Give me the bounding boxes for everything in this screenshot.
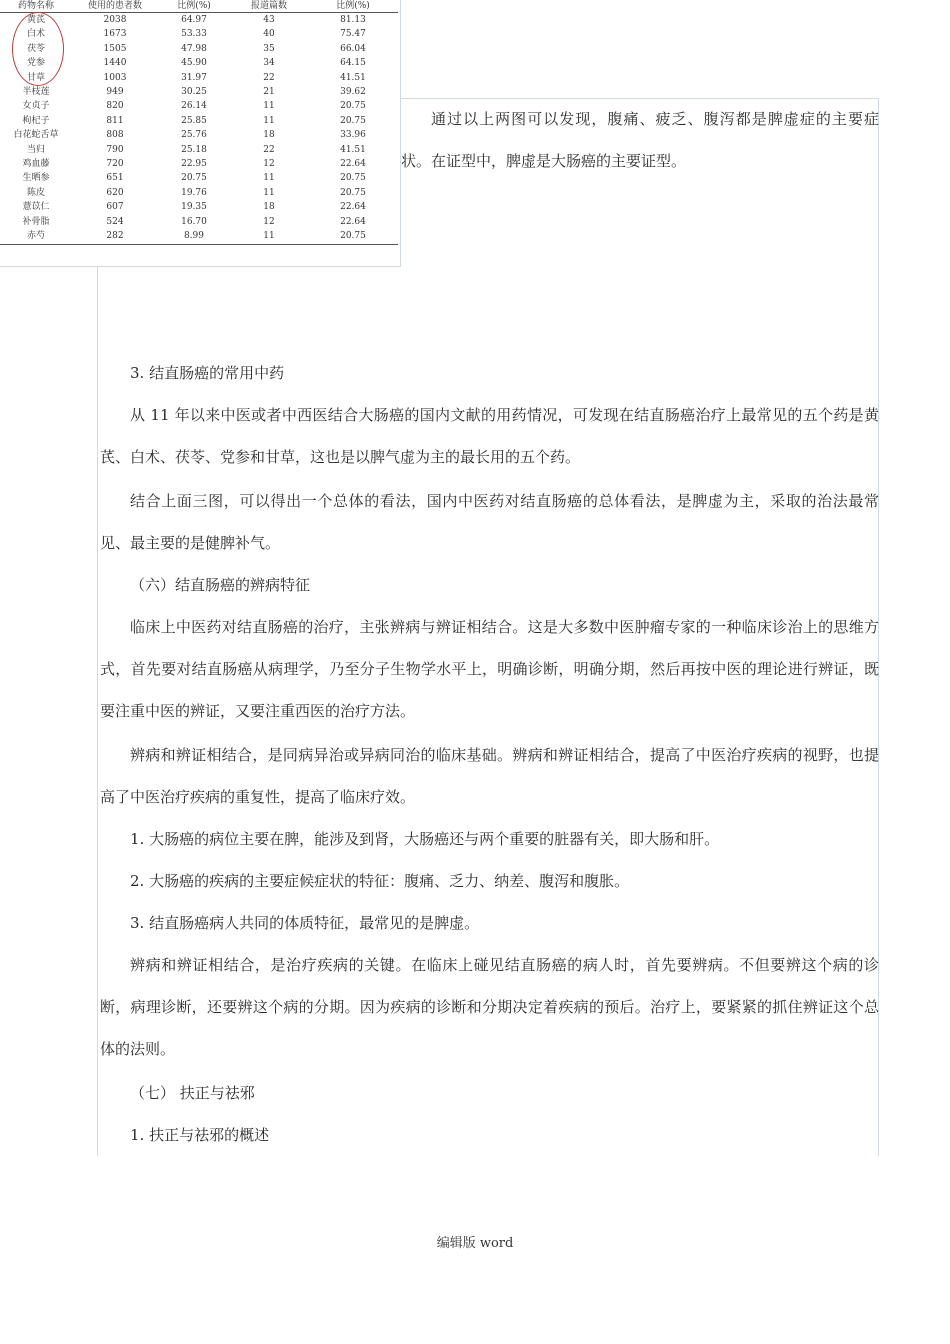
table-cell: 22: [263, 144, 275, 155]
table-cell: 30.25: [181, 87, 207, 98]
table-cell: 43: [263, 15, 275, 25]
table-header-row: [0, 0, 398, 13]
table-row: [0, 171, 398, 185]
paragraph-common-herbs: 从 11 年以来中医或者中西医结合大肠癌的国内文献的用药情况，可发现在结直肠癌治疗上最常见的五个药是黄芪、白术、茯苓、党参和甘草，这也是以脾气虚为主的最长用的五个药。: [100, 406, 879, 466]
table-cell: 20.75: [340, 187, 366, 198]
herb-usage-table-image: [0, 0, 401, 267]
table-cell: 22.95: [181, 159, 207, 170]
table-cell: 22.64: [340, 159, 366, 170]
paragraph-overall-view: 结合上面三图，可以得出一个总体的看法，国内中医药对结直肠癌的总体看法，是脾虚为主，采取的治法最常见、最主要的是健脾补气。: [100, 492, 879, 552]
table-cell: 女贞子: [22, 101, 50, 112]
table-cell: 20.75: [340, 173, 366, 184]
table-cell: 75.47: [340, 29, 366, 40]
table-row: [0, 229, 398, 244]
table-cell: 31.97: [181, 72, 207, 83]
herb-usage-table: [0, 0, 398, 245]
paragraph-clinical-approach: 临床上中医药对结直肠癌的治疗，主张辨病与辨证相结合。这是大多数中医肿瘤专家的一种临床诊治上的思维方式，首先要对结直肠癌从病理学，乃至分子生物学水平上，明确诊断，明确分期，然后再按中医的理论进行辨证，既要注重中医的辨证，又要注重西医的治疗方法。: [100, 618, 879, 720]
table-cell: 808: [106, 130, 124, 141]
table-cell: 甘草: [26, 72, 45, 83]
table-cell: 607: [106, 202, 124, 213]
table-cell: 620: [106, 187, 124, 198]
table-cell: 枸杞子: [22, 115, 50, 126]
table-cell: 11: [230, 229, 308, 244]
table-cell: 35: [263, 43, 275, 54]
table-cell: 11: [263, 101, 275, 112]
table-cell: 20.75: [340, 101, 366, 112]
subsection-heading-overview: 1. 扶正与祛邪的概述: [130, 1126, 270, 1144]
table-cell: 45.90: [181, 58, 207, 69]
table-cell: 20.75: [308, 229, 398, 244]
table-cell: 鸡血藤: [22, 159, 50, 170]
table-cell: 茯苓: [26, 43, 45, 54]
table-cell: 820: [106, 101, 124, 112]
table-cell: 1505: [103, 43, 127, 54]
table-row: [0, 114, 398, 128]
list-item-3: 3. 结直肠癌病人共同的体质特征，最常见的是脾虚。: [130, 914, 480, 932]
table-row: [0, 200, 398, 214]
table-cell: 25.18: [181, 144, 207, 155]
table-cell: 47.98: [181, 43, 207, 54]
table-cell: 补骨脂: [22, 216, 50, 227]
table-cell: 64.15: [340, 58, 366, 69]
table-cell: 黄芪: [26, 15, 45, 25]
table-cell: 20.75: [340, 115, 366, 126]
table-cell: 22: [263, 72, 275, 83]
table-cell: 33.96: [340, 130, 366, 141]
table-row: [0, 186, 398, 200]
table-cell: 26.14: [181, 101, 207, 112]
table-cell: 1440: [103, 58, 127, 69]
table-cell: 1003: [103, 72, 127, 83]
table-row: [0, 13, 398, 28]
list-item-2: 2. 大肠癌的疾病的主要症候症状的特征：腹痛、乏力、纳差、腹泻和腹胀。: [130, 872, 630, 890]
table-cell: 524: [106, 216, 124, 227]
table-cell: 16.70: [181, 216, 207, 227]
table-cell: 半枝莲: [22, 87, 50, 98]
table-cell: 20.75: [181, 173, 207, 184]
table-cell: 22.64: [340, 202, 366, 213]
table-cell: 949: [106, 87, 124, 98]
table-cell: 8.99: [158, 229, 230, 244]
table-header-cell: 使用的患者数: [72, 0, 158, 13]
table-row: [0, 56, 398, 70]
table-cell: 41.51: [340, 72, 366, 83]
table-cell: 白术: [26, 29, 45, 40]
table-cell: 党参: [26, 58, 45, 69]
table-cell: 34: [263, 58, 275, 69]
table-cell: 2038: [103, 15, 127, 25]
table-cell: 19.35: [181, 202, 207, 213]
table-cell: 21: [263, 87, 275, 98]
table-cell: 25.76: [181, 130, 207, 141]
table-cell: 66.04: [340, 43, 366, 54]
table-row: [0, 157, 398, 171]
table-header-cell: 比例(%): [308, 0, 398, 13]
table-cell: 790: [106, 144, 124, 155]
table-cell: 18: [263, 202, 275, 213]
table-cell: 12: [263, 159, 275, 170]
table-header-cell: 报道篇数: [230, 0, 308, 13]
table-row: [0, 215, 398, 229]
paragraph-summary: 通过以上两图可以发现，腹痛、疲乏、腹泻都是脾虚症的主要症状。在证型中，脾虚是大肠癌的主要证型。: [401, 110, 879, 170]
paragraph-treatment-key: 辨病和辨证相结合，是治疗疾病的关键。在临床上碰见结直肠癌的病人时，首先要辨病。不但要辨这个病的诊断，病理诊断，还要辨这个病的分期。因为疾病的诊断和分期决定着疾病的预后。治疗上，要紧紧的抓住辨证这个总体的法则。: [100, 956, 879, 1058]
table-row: [0, 99, 398, 113]
table-cell: 赤芍: [0, 229, 72, 244]
table-cell: 陈皮: [26, 187, 45, 198]
table-cell: 64.97: [181, 15, 207, 25]
table-cell: 53.33: [181, 29, 207, 40]
table-row: [0, 71, 398, 85]
section-heading-disease-features: （六）结直肠癌的辨病特征: [130, 576, 311, 594]
page-footer: 编辑版 word: [436, 1236, 514, 1251]
table-cell: 19.76: [181, 187, 207, 198]
table-cell: 81.13: [340, 15, 366, 25]
table-row: [0, 42, 398, 56]
table-cell: 811: [106, 115, 124, 126]
table-cell: 282: [72, 229, 158, 244]
table-row: [0, 143, 398, 157]
table-cell: 1673: [103, 29, 127, 40]
table-cell: 当归: [26, 144, 45, 155]
table-cell: 22.64: [340, 216, 366, 227]
table-cell: 40: [263, 29, 275, 40]
table-cell: 720: [106, 159, 124, 170]
section-heading-fuzheng-quxie: （七） 扶正与祛邪: [130, 1084, 255, 1102]
list-item-1: 1. 大肠癌的病位主要在脾，能涉及到肾，大肠癌还与两个重要的脏器有关，即大肠和肝。: [130, 830, 720, 848]
table-cell: 白花蛇舌草: [13, 130, 59, 141]
table-row: [0, 128, 398, 142]
table-row: [0, 27, 398, 41]
table-cell: 18: [263, 130, 275, 141]
table-cell: 651: [106, 173, 124, 184]
table-cell: 39.62: [340, 87, 366, 98]
table-cell: 生晒参: [22, 173, 50, 184]
table-cell: 12: [263, 216, 275, 227]
table-cell: 25.85: [181, 115, 207, 126]
table-header-cell: 比例(%): [158, 0, 230, 13]
table-header-cell: 药物名称: [0, 0, 72, 13]
table-cell: 11: [263, 115, 275, 126]
paragraph-combined-diagnosis: 辨病和辨证相结合，是同病异治或异病同治的临床基础。辨病和辨证相结合，提高了中医治疗疾病的视野，也提高了中医治疗疾病的重复性，提高了临床疗效。: [100, 746, 879, 806]
table-cell: 11: [263, 173, 275, 184]
table-cell: 11: [263, 187, 275, 198]
section-heading-common-herbs: 3. 结直肠癌的常用中药: [130, 364, 285, 382]
table-cell: 薏苡仁: [22, 202, 50, 213]
table-cell: 41.51: [340, 144, 366, 155]
table-row: [0, 85, 398, 99]
